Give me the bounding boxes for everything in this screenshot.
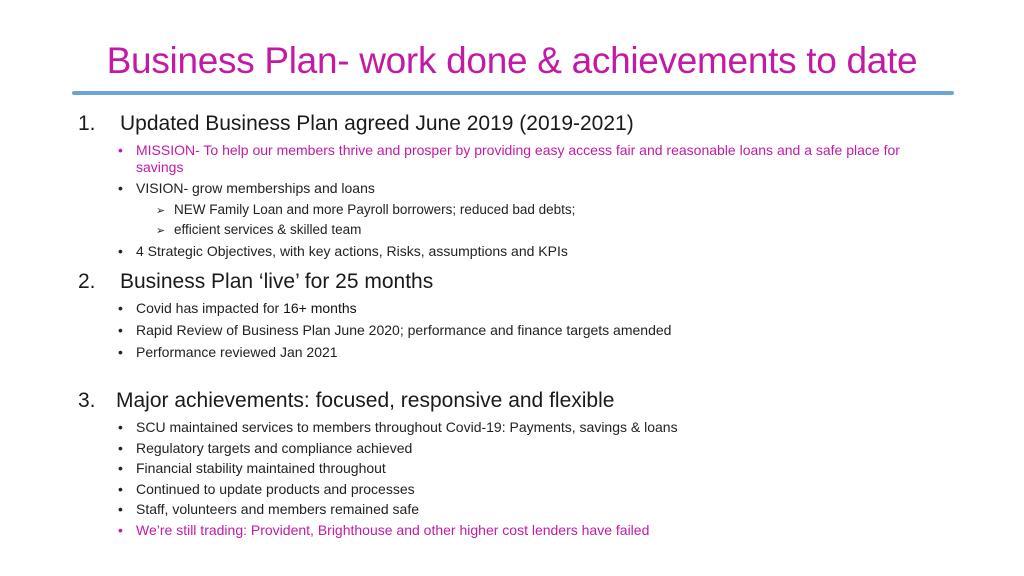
bullet-icon: •: [118, 180, 123, 196]
bullet-icon: •: [118, 481, 123, 497]
bullet-icon: •: [118, 243, 123, 259]
achievement-bullet-3: • Financial stability maintained throughout: [118, 460, 386, 476]
bullet-icon: •: [118, 419, 123, 435]
bullet-icon: •: [118, 501, 123, 517]
achievement-bullet-2: • Regulatory targets and compliance achieved: [118, 440, 413, 456]
section-3-heading: [78, 389, 614, 413]
section-2-heading: [78, 270, 433, 294]
review-bullet: • Rapid Review of Business Plan June 2020; performance and finance targets amended: [118, 322, 672, 338]
vision-sub-2: ➢ efficient services & skilled team: [156, 222, 362, 237]
achievement-bullet-5: • Staff, volunteers and members remained safe: [118, 501, 420, 517]
mission-bullet-cont: savings: [136, 159, 184, 175]
slide-title: Business Plan- work done & achievements to date: [106, 40, 918, 81]
bullet-icon: •: [118, 142, 123, 158]
achievement-bullet-1: • SCU maintained services to members throughout Covid-19: Payments, savings & loans: [118, 419, 678, 435]
bullet-icon: •: [118, 344, 123, 360]
bullet-icon: •: [118, 440, 123, 456]
bullet-icon: •: [118, 322, 123, 338]
section-title: Updated Business Plan agreed June 2019 (2019-2021): [120, 112, 634, 135]
section-title: Business Plan ‘live’ for 25 months: [120, 270, 434, 293]
section-title: Major achievements: focused, responsive and flexible: [116, 389, 615, 412]
arrow-icon: ➢: [156, 205, 166, 217]
bullet-icon: •: [118, 300, 123, 316]
vision-sub-1: ➢ NEW Family Loan and more Payroll borrowers; reduced bad debts;: [156, 202, 576, 217]
bullet-icon: •: [118, 460, 123, 476]
section-1-heading: [78, 112, 634, 136]
covid-bullet: • Covid has impacted for 16+ months: [118, 300, 357, 316]
mission-bullet: • MISSION- To help our members thrive and prosper by providing easy access fair and reasonable loans and a safe place for: [118, 142, 900, 158]
arrow-icon: ➢: [156, 225, 166, 237]
highlight-months: 16+ months: [283, 300, 357, 316]
bullet-icon: •: [118, 522, 123, 538]
achievement-bullet-4: • Continued to update products and processes: [118, 481, 415, 497]
achievement-bullet-6: • We’re still trading: Provident, Brighthouse and other higher cost lenders have failed: [118, 522, 650, 538]
performance-bullet: • Performance reviewed Jan 2021: [118, 344, 338, 360]
vision-bullet: • VISION- grow memberships and loans: [118, 180, 375, 196]
section-number: 1.: [78, 112, 96, 135]
title-underline: [72, 91, 954, 95]
objectives-bullet: • 4 Strategic Objectives, with key actions, Risks, assumptions and KPIs: [118, 243, 568, 259]
section-number: 3.: [78, 389, 96, 412]
section-number: 2.: [78, 270, 96, 293]
